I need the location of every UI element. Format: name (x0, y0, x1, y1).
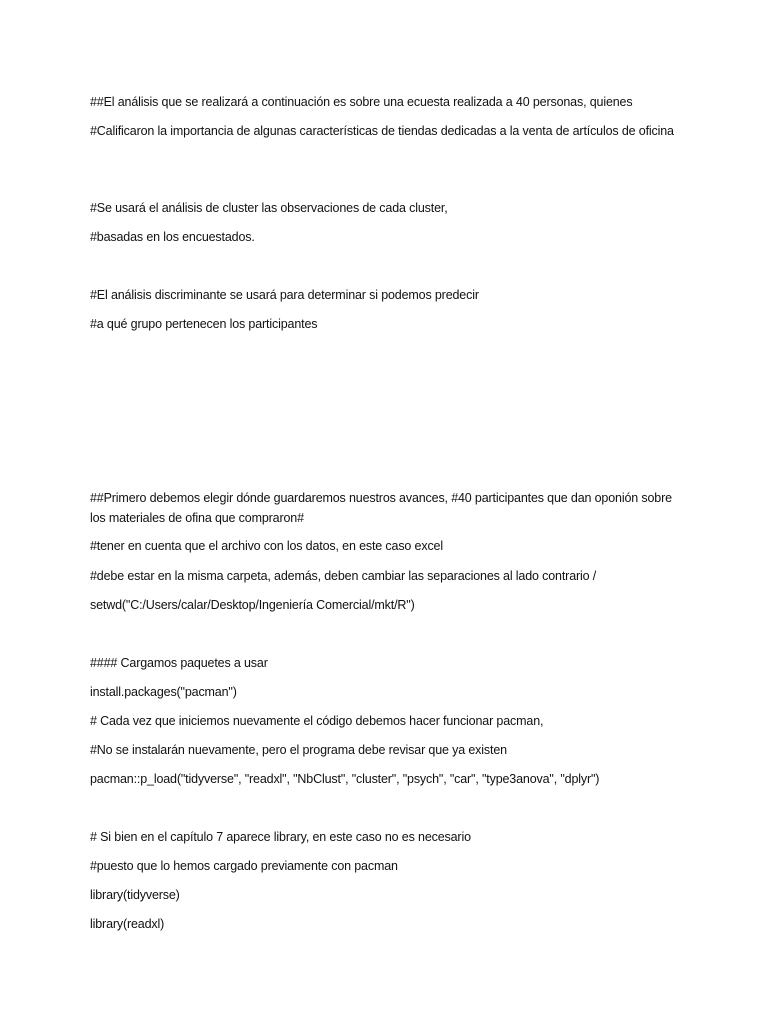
text-line: #a qué grupo pertenecen los participantes (90, 317, 318, 331)
text-line: #### Cargamos paquetes a usar (90, 656, 268, 670)
code-line: library(tidyverse) (90, 888, 180, 902)
text-line: #puesto que lo hemos cargado previamente con pacman (90, 859, 398, 873)
text-line: #El análisis discriminante se usará para determinar si podemos predecir (90, 288, 479, 302)
text-line: # Si bien en el capítulo 7 aparece library, en este caso no es necesario (90, 830, 471, 844)
text-line: #basadas en los encuestados. (90, 230, 255, 244)
code-line: library(readxl) (90, 917, 165, 931)
text-line: #tener en cuenta que el archivo con los datos, en este caso excel (90, 539, 443, 553)
code-line: pacman::p_load("tidyverse", "readxl", "NbClust", "cluster", "psych", "car", "type3anova", "dplyr") (90, 772, 600, 786)
text-line: # Cada vez que iniciemos nuevamente el código debemos hacer funcionar pacman, (90, 714, 544, 728)
text-line: #Calificaron la importancia de algunas características de tiendas dedicadas a la venta de artículos de oficina (90, 124, 674, 138)
text-line: ##El análisis que se realizará a continuación es sobre una ecuesta realizada a 40 personas, quienes (90, 95, 633, 109)
text-line: #No se instalarán nuevamente, pero el programa debe revisar que ya existen (90, 743, 507, 757)
text-line: ##Primero debemos elegir dónde guardaremos nuestros avances, #40 participantes que dan oponión sobre los materiales de ofina que compraron# (90, 491, 672, 525)
code-line: install.packages("pacman") (90, 685, 237, 699)
text-line: #debe estar en la misma carpeta, además, deben cambiar las separaciones al lado contrario / (90, 569, 597, 583)
text-line: #Se usará el análisis de cluster las observaciones de cada cluster, (90, 201, 448, 215)
code-line: setwd("C:/Users/calar/Desktop/Ingeniería Comercial/mkt/R") (90, 598, 415, 612)
